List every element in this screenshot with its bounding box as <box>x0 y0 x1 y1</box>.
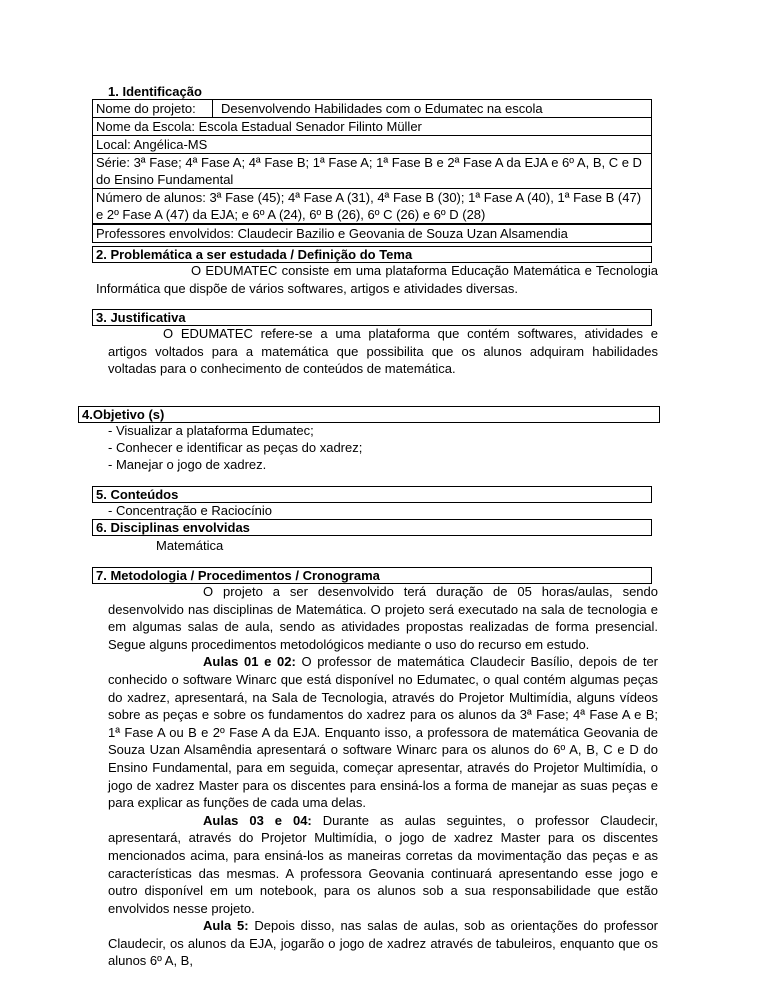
projeto-row <box>92 99 652 118</box>
section-title-identificacao: 1. Identificação <box>108 84 202 99</box>
metodologia-body <box>108 583 658 970</box>
objetivo-item-2: - Conhecer e identificar as peças do xadrez; <box>108 440 363 455</box>
projeto-label: Nome do projeto: <box>93 100 213 117</box>
conteudos-item: - Concentração e Raciocínio <box>108 503 273 518</box>
problematica-text: O EDUMATEC consiste em uma plataforma Educação Matemática e Tecnologia Informática que dispõe de vários softwares, artigos e atividades diversas. <box>96 263 658 296</box>
projeto-value: Desenvolvendo Habilidades com o Edumatec na escola <box>221 101 543 116</box>
alunos-row: Número de alunos: 3ª Fase (45); 4ª Fase A (31), 4ª Fase B (30); 1ª Fase A (40), 1ª Fase B (47) e 2º Fase A (47) da EJA; e 6º A (24), 6º B (26), 6º C (26) e 6º D (28) <box>92 189 652 224</box>
escola-row: Nome da Escola: Escola Estadual Senador Filinto Müller <box>92 118 652 136</box>
metodologia-aula-5 <box>108 917 658 970</box>
section-title-disciplinas: 6. Disciplinas envolvidas <box>92 519 652 536</box>
serie-row: Série: 3ª Fase; 4ª Fase A; 4ª Fase B; 1ª Fase A; 1ª Fase B e 2ª Fase A da EJA e 6º A, B, C e D do Ensino Fundamental <box>92 154 652 189</box>
aulas-01-02-text: O professor de matemática Claudecir Basílio, depois de ter conhecido o software Winarc que está disponível no Edumatec, o qual contém algumas peças do xadrez, apresentará, na Sala de Tecnologia, através do Projetor Multimídia, alguns vídeos sobre as peças e sobre os fundamentos do xadrez para os alunos da 3ª Fase; 4ª Fase A e B; 1ª Fase A ou B e 2º Fase A da EJA. Enquanto isso, a professora de matemática Geovania de Souza Uzan Alsamêndia apresentará o software Winarc para os alunos do 6º A, B, C e D do Ensino Fundamental, para em seguida, começar apresentar, através do Projetor Multimídia, o jogo de xadrez Master para os discentes para ensiná-los a forma de manejar as suas peças e para explicar as funções de cada uma delas. <box>108 654 658 811</box>
aula-5-label: Aula 5: <box>203 918 249 934</box>
aulas-03-04-text: Durante as aulas seguintes, o professor Claudecir, apresentará, através do Projetor Multimídia, o jogo de xadrez Master para os discentes mencionados acima, para ensiná-los as maneiras corretas da movimentação das peças e as características das mesmas. A professora Geovania continuará apresentando esse jogo e outro disponível em um notebook, para os alunos sob a sua responsabilidade que estão envolvidos nesse projeto. <box>108 812 658 916</box>
aula-5-text: Depois disso, nas salas de aulas, sob as orientações do professor Claudecir, os alunos da EJA, jogarão o jogo de xadrez através de tabuleiros, enquanto que os alunos 6º A, B, <box>108 918 659 969</box>
aulas-03-04-label: Aulas 03 e 04: <box>203 812 312 828</box>
identificacao-table <box>92 99 652 243</box>
disciplinas-item: Matemática <box>156 538 224 553</box>
section-title-objetivo: 4.Objetivo (s) <box>78 406 660 423</box>
aulas-01-02-label: Aulas 01 e 02: <box>203 654 296 670</box>
section-title-conteudos: 5. Conteúdos <box>92 486 652 503</box>
professores-row: Professores envolvidos: Claudecir Bazilio e Geovania de Souza Uzan Alsamendia <box>92 224 652 243</box>
section-title-justificativa: 3. Justificativa <box>92 309 652 326</box>
justificativa-text: O EDUMATEC refere-se a uma plataforma que contém softwares, atividades e artigos voltados para a matemática que possibilita que os alunos adquiram habilidades voltadas para o conhecimento de conteúdos de matemática. <box>108 326 658 377</box>
metodologia-aulas-03-04 <box>108 812 658 918</box>
objetivo-item-1: - Visualizar a plataforma Edumatec; <box>108 423 314 438</box>
local-row: Local: Angélica-MS <box>92 136 652 154</box>
metodologia-aulas-01-02 <box>108 653 658 811</box>
section-title-metodologia: 7. Metodologia / Procedimentos / Cronograma <box>92 567 652 584</box>
metodologia-intro: O projeto a ser desenvolvido terá duração de 05 horas/aulas, sendo desenvolvido nas disciplinas de Matemática. O projeto será executado na sala de tecnologia e em algumas salas de aula, sendo as atividades propostas realizadas de forma presencial. Segue alguns procedimentos metodológicos mediante o uso do recurso em estudo. <box>108 584 658 652</box>
section-title-problematica: 2. Problemática a ser estudada / Definição do Tema <box>92 246 652 263</box>
objetivo-item-3: - Manejar o jogo de xadrez. <box>108 457 267 472</box>
